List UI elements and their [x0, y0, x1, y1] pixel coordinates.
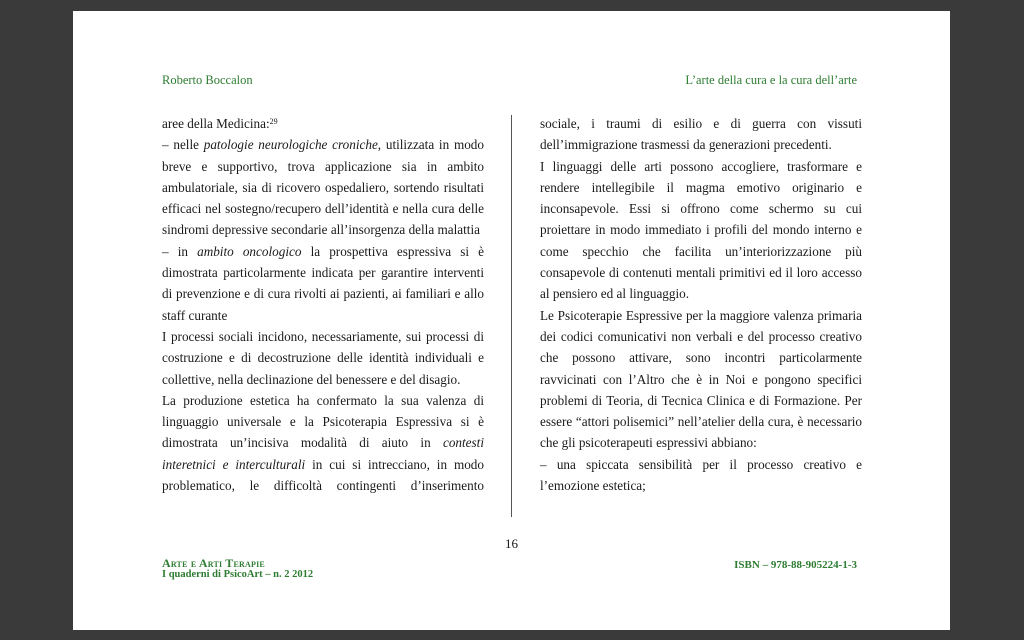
paragraph: sociale, i traumi di esilio e di guerra con vissuti dell’immigrazione trasmessi da generazioni precedenti.: [540, 116, 862, 153]
footnote-ref: 29: [269, 117, 278, 126]
right-text-column: [540, 113, 862, 496]
paragraph: I linguaggi delle arti possono accogliere, trasformare e rendere intellegibile il magma emotivo originario e inconsapevole. Essi si offrono come schermo su cui proiettare in modo immediato i profili del mondo interno e come specchio che facilita un’interiorizzazione più consapevole di contenuti mentali primitivi ed il loro accesso al pensiero ed al linguaggio.: [540, 158, 862, 302]
paragraph: Le Psicoterapie Espressive per la maggiore valenza primaria dei codici comunicativi non verbali e del processo creativo che possono attivare, sono incontri particolarmente ravvicinati con l’Altro che è in Noi e pongono specifici problemi di Teoria, di Tecnica Clinica e di Formazione. Per essere “attori polisemici” nell’atelier della cura, è necessario che gli psicoterapeuti espressivi abbiano:: [540, 307, 862, 451]
paragraph: – nelle patologie neurologiche croniche, utilizzata in modo breve e supportivo, trova applicazione sia in ambito ambulatoriale, sia di ricovero ospedaliero, sortendo risultati efficaci nel sostegno/recupero dell’identità e nella cura delle sindromi depressive secondarie all’insorgenza della malattia: [162, 137, 484, 238]
column-divider: [511, 115, 512, 517]
footer-journal-title: Arte e Arti Terapie: [162, 556, 265, 570]
footer-isbn: ISBN – 978-88-905224-1-3: [734, 559, 857, 571]
document-page: [73, 11, 950, 630]
left-text-column: [162, 113, 484, 496]
paragraph: aree della Medicina:$^{29}$: [162, 116, 278, 131]
paragraph: I processi sociali incidono, necessariamente, sui processi di costruzione e di decostruzione delle identità individuali e collettive, nella declinazione del benessere e del disagio.: [162, 328, 484, 387]
emphasis: contesti interetnici e interculturali: [162, 435, 484, 472]
paragraph: La produzione estetica ha confermato la sua valenza di linguaggio universale e la Psicoterapia Espressiva si è dimostrata un’incisiva modalità di aiuto in contesti interetnici e interculturali in cui si intrecciano, in modo problematico, le difficoltà contingenti d’inserimento: [162, 392, 484, 494]
running-header-author: Roberto Boccalon: [162, 73, 253, 87]
page-number: 16: [505, 536, 518, 551]
paragraph: – in ambito oncologico la prospettiva espressiva si è dimostrata particolarmente indicata per garantire interventi di prevenzione e di cura rivolti ai pazienti, ai familiari e allo staff curante: [162, 243, 485, 323]
running-header-title: L’arte della cura e la cura dell’arte: [685, 73, 857, 87]
emphasis: ambito oncologico: [197, 243, 302, 259]
paragraph: – una spiccata sensibilità per il processo creativo e l’emozione estetica;: [540, 456, 862, 494]
footer-journal-subtitle: I quaderni di PsicoArt – n. 2 2012: [162, 569, 314, 580]
emphasis: patologie neurologiche croniche: [203, 137, 378, 153]
